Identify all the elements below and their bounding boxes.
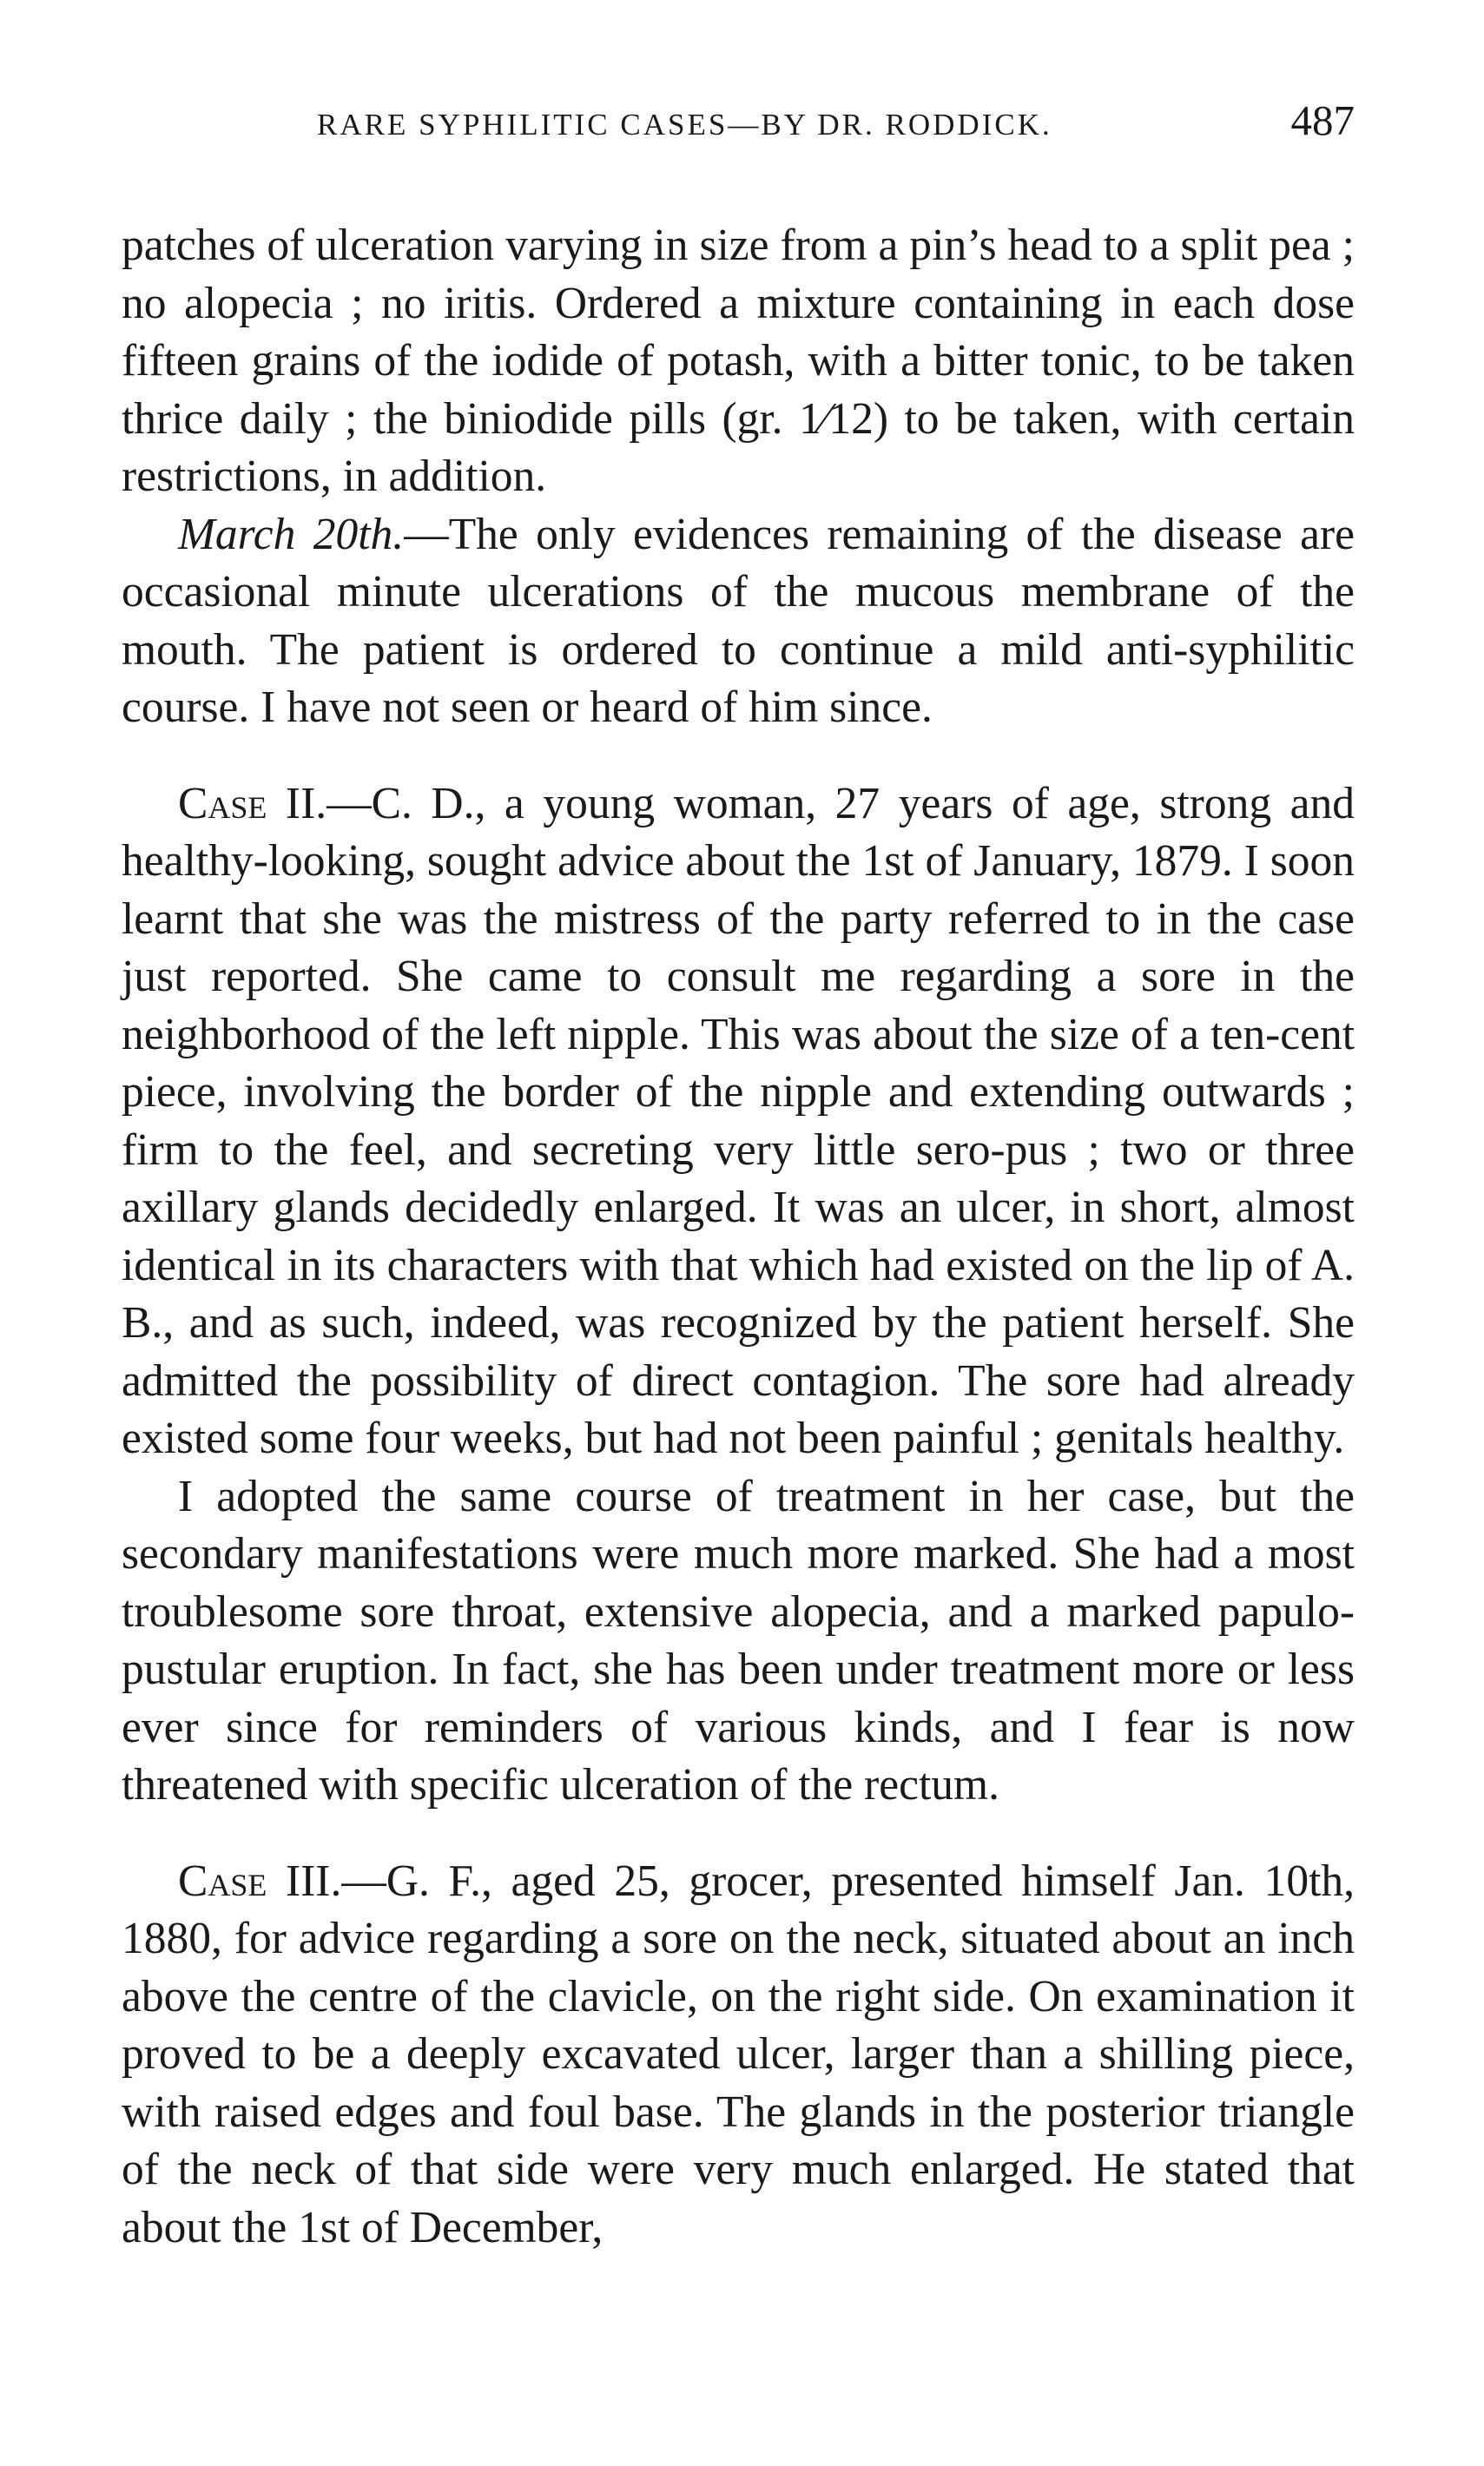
paragraph-text: —The only evidences remaining of the disease are occasional minute ulcerations of the mucous membrane of the mouth. The patient is ordered to continue a mild anti-syphilitic course. I have not seen or heard of him since. [122, 509, 1355, 732]
book-page [122, 96, 1355, 2257]
running-head [122, 96, 1355, 156]
case-heading: Case II. [178, 778, 327, 828]
paragraph-case-two [122, 775, 1355, 1468]
entry-date: March 20th. [178, 509, 405, 559]
paragraph-text: I adopted the same course of treatment in her case, but the secondary manifestations were much more marked. She had a most troublesome sore throat, extensive alopecia, and a marked papulo-pustular eruption. In fact, she has been under treatment more or less ever since for reminders of various kinds, and I fear is now threatened with specific ulceration of the rectum. [122, 1471, 1355, 1810]
case-heading: Case III. [178, 1856, 342, 1906]
paragraph-case-one-continued [122, 217, 1355, 506]
paragraph-case-two-treatment [122, 1468, 1355, 1815]
running-title: RARE SYPHILITIC CASES—BY DR. RODDICK. [317, 108, 1052, 142]
paragraph-text: —G. F., aged 25, grocer, presented himself Jan. 10th, 1880, for advice regarding a sore on the neck, situated about an inch above the centre of the clavicle, on the right side. On examination it proved to be a deeply excavated ulcer, larger than a shilling piece, with raised edges and foul base. The glands in the posterior triangle of the neck of that side were very much enlarged. He stated that about the 1st of December, [122, 1856, 1355, 2252]
body-text [122, 217, 1355, 2257]
paragraph-text: patches of ulceration varying in size from a pin’s head to a split pea ; no alopecia ; no iritis. Ordered a mixture containing in each dose fifteen grains of the iodide of potash, with a bitter tonic, to be taken thrice daily ; the biniodide pills (gr. 1⁄12) to be taken, with certain restrictions, in addition. [122, 221, 1355, 501]
paragraph-march-20th [122, 506, 1355, 737]
paragraph-text: —C. D., a young woman, 27 years of age, strong and healthy-looking, sought advice about the 1st of January, 1879. I soon learnt that she was the mistress of the party referred to in the case just reported. She came to consult me regarding a sore in the neighborhood of the left nipple. This was about the size of a ten-cent piece, involving the border of the nipple and extending outwards ; firm to the feel, and secreting very little sero-pus ; two or three axillary glands decidedly enlarged. It was an ulcer, in short, almost identical in its characters with that which had existed on the lip of A. B., and as such, indeed, was recognized by the patient herself. She admitted the possibility of direct contagion. The sore had already existed some four weeks, but had not been painful ; genitals healthy. [122, 778, 1355, 1463]
page-number: 487 [1290, 96, 1355, 144]
paragraph-case-three [122, 1853, 1355, 2258]
